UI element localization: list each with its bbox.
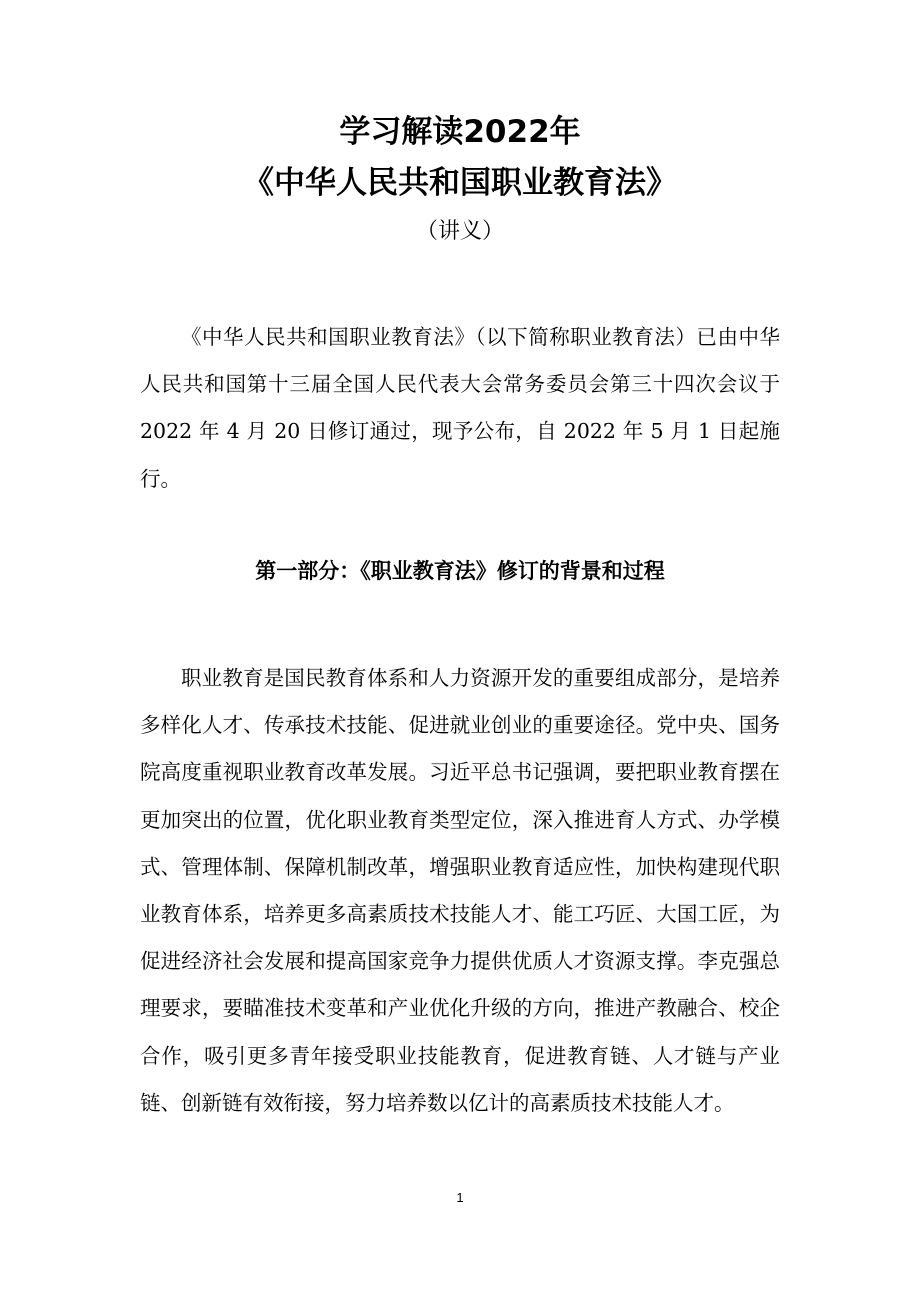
section-heading: 第一部分：《职业教育法》修订的背景和过程 <box>255 559 665 583</box>
document-subtitle: （讲义） <box>415 219 504 244</box>
intro-paragraph: 《中华人民共和国职业教育法》（以下简称职业教育法）已由中华人民共和国第十三届全国人民代表大会常务委员会第三十四次会议于 2022 年 4 月 20 日修订通过，现予公布，自 2022 年 5 月 1 日起施行。 <box>140 325 780 491</box>
section-paragraph: 职业教育是国民教育体系和人力资源开发的重要组成部分，是培养多样化人才、传承技术技能、促进就业创业的重要途径。党中央、国务院高度重视职业教育改革发展。习近平总书记强调，要把职业教育摆在更加突出的位置，优化职业教育类型定位，深入推进育人方式、办学模式、管理体制、保障机制改革，增强职业教育适应性，加快构建现代职业教育体系，培养更多高素质技术技能人才、能工巧匠、大国工匠，为促进经济社会发展和提高国家竞争力提供优质人才资源支撑。李克强总理要求，要瞄准技术变革和产业优化升级的方向，推进产教融合、校企合作，吸引更多青年接受职业技能教育，促进教育链、人才链与产业链、创新链有效衔接，努力培养数以亿计的高素质技术技能人才。 <box>140 666 780 1115</box>
document-title-line-1: 学习解读2022年 <box>339 114 581 150</box>
page-number: 1 <box>456 1190 464 1205</box>
document-title-line-2: 《中华人民共和国职业教育法》 <box>243 165 677 201</box>
